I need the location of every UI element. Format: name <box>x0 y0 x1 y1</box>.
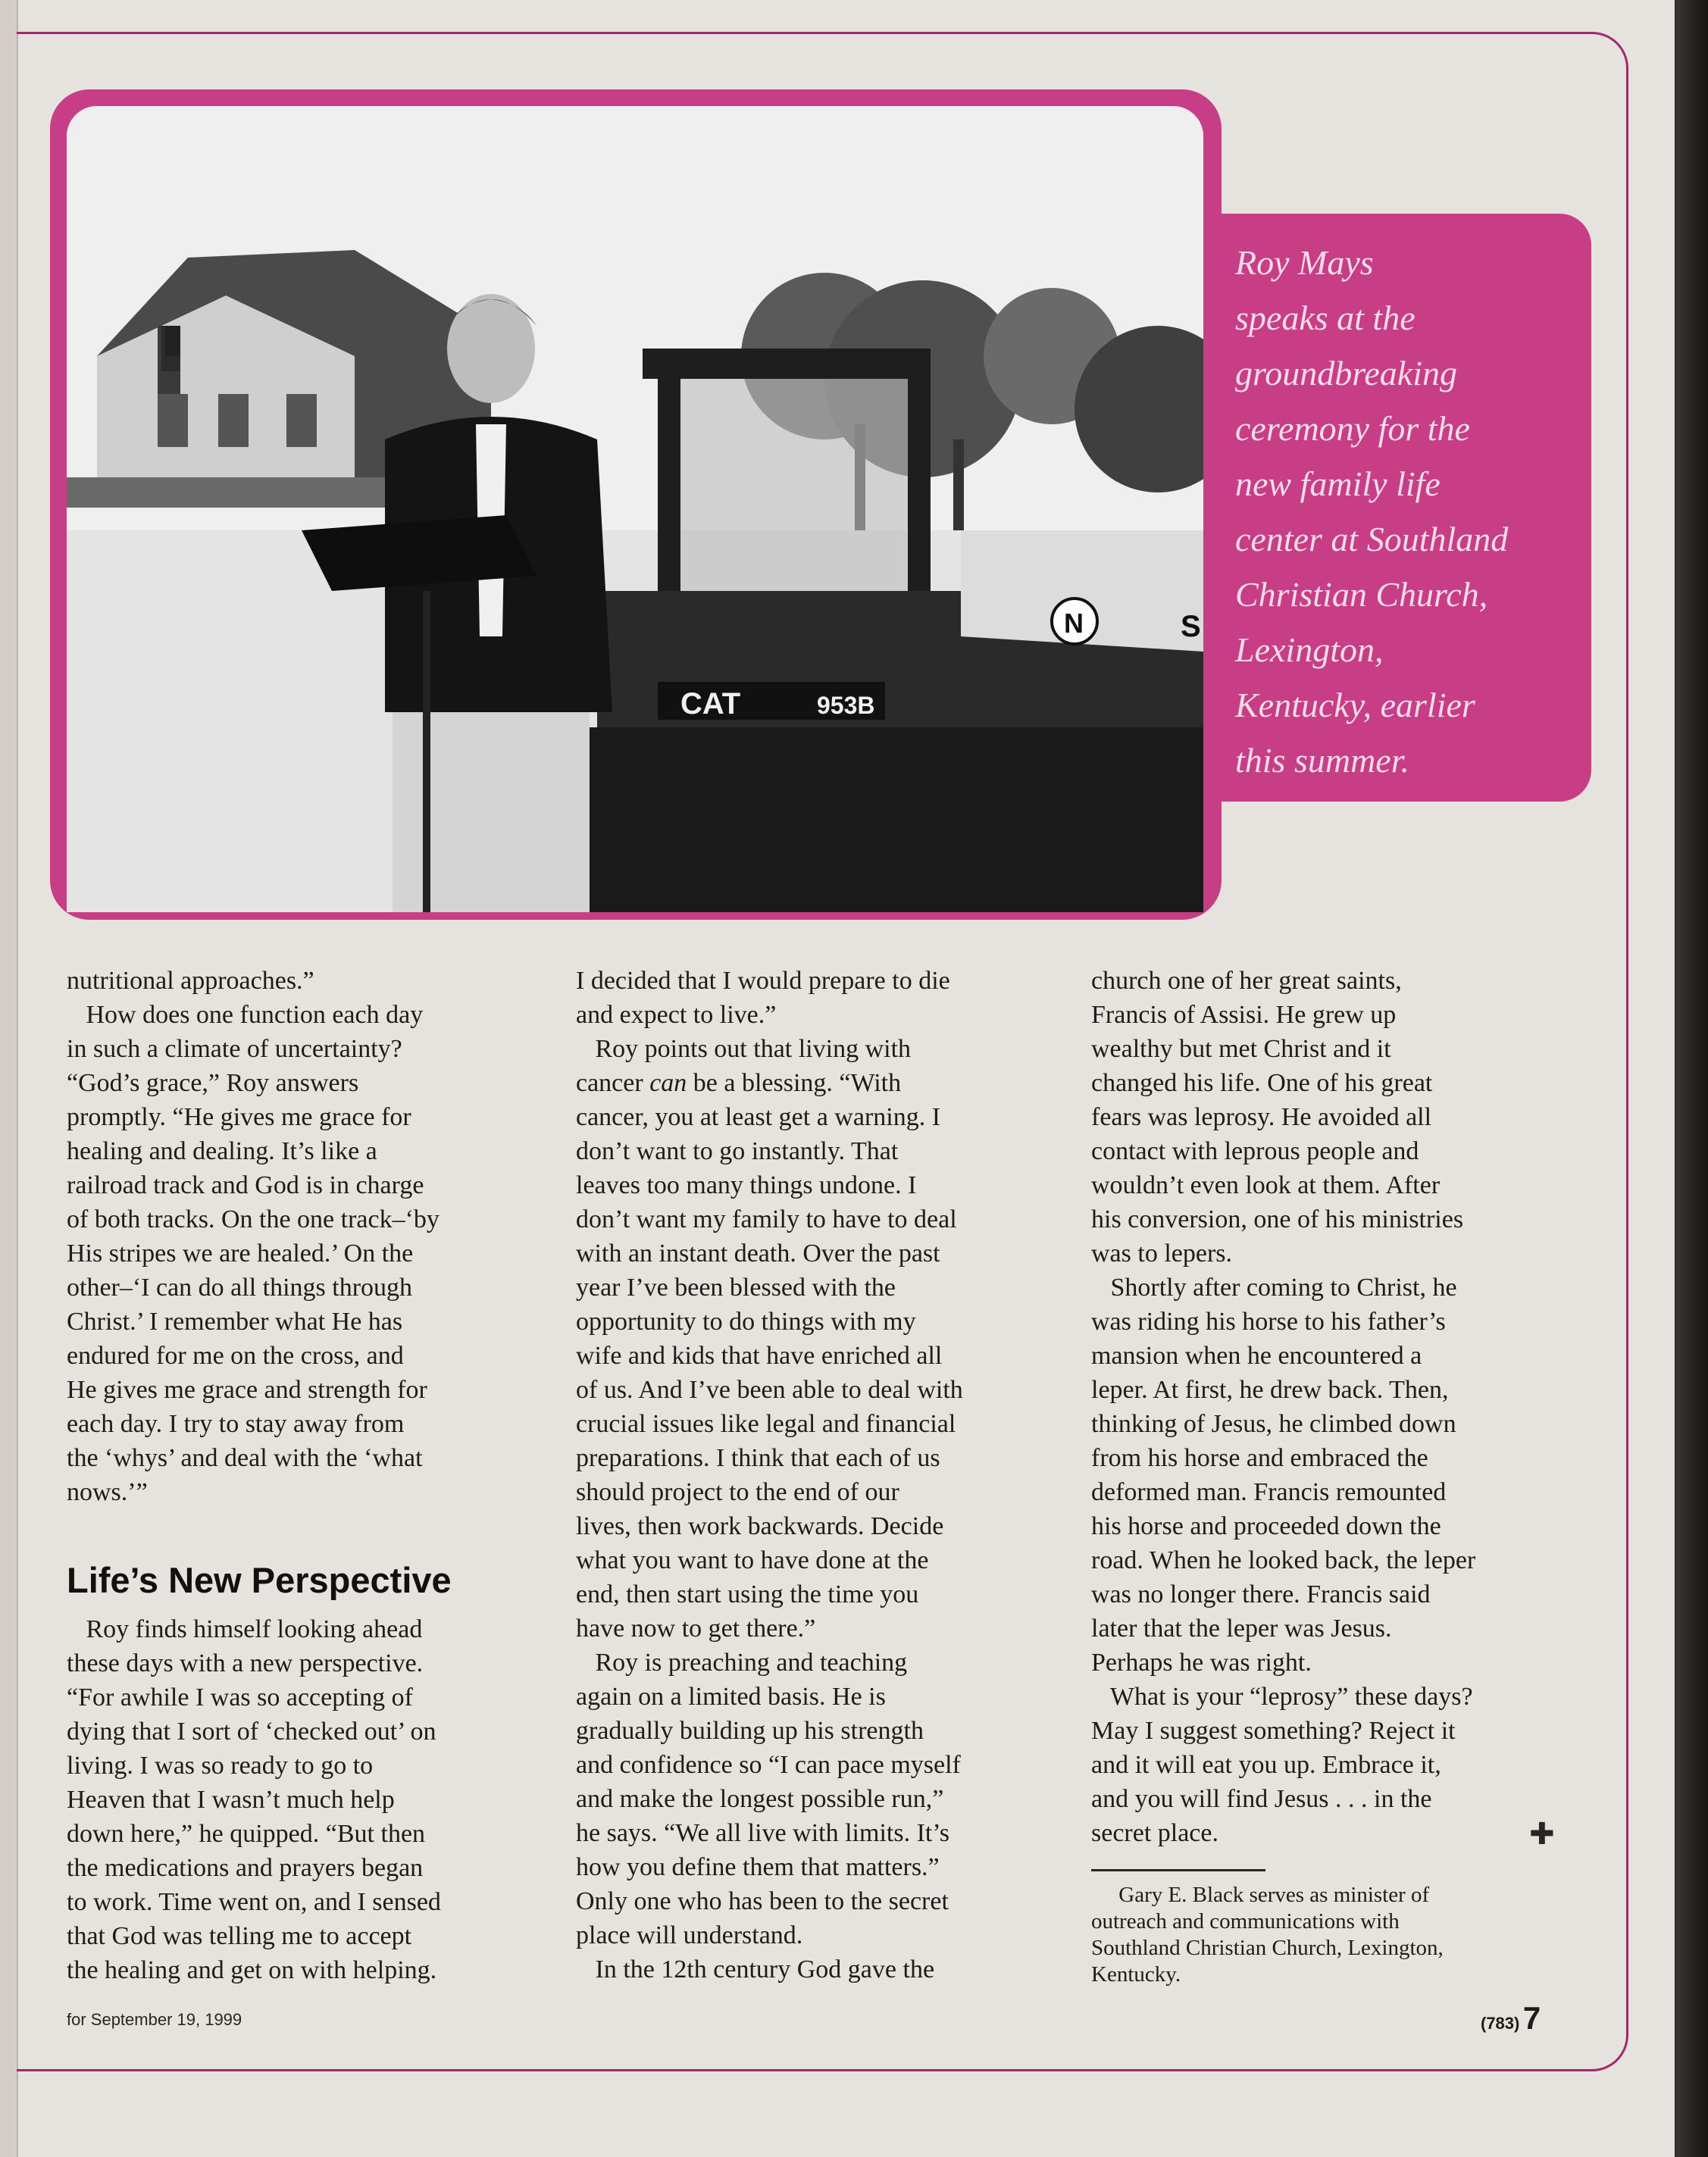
machine-brand: CAT <box>680 687 741 721</box>
caption-line: speaks at the <box>1235 299 1416 337</box>
machine-logo-letter: S <box>1181 610 1201 643</box>
author-bio: Gary E. Black serves as minister of outreach and communications with Southland Christian Church, Lexington, Kentucky. <box>1091 1883 1444 1987</box>
emphasis-can: can <box>649 1069 687 1097</box>
bio-divider <box>1091 1869 1265 1871</box>
facing-page-edge <box>0 0 18 2157</box>
caption-line: this summer. <box>1235 741 1410 780</box>
caption-line: Christian Church, <box>1235 575 1488 614</box>
groundbreaking-photo <box>67 106 1203 912</box>
section-heading: Life’s New Perspective <box>67 1560 452 1600</box>
column-3-text: church one of her great saints, Francis of Assisi. He grew up wealthy but met Christ and it changed his life. One of his great fears was leprosy. He avoided all contact with leprous people and wouldn’t even look at them. After his conversion, one of his ministries was to lepers. Shortly after coming to Christ, he was riding his horse to his father’s mansion when he encountered a leper. At first, he drew back. Then, thinking of Jesus, he climbed down from his horse and embraced the deformed man. Francis remounted his horse and proceeded down the road. When he looked back, the leper was no longer there. Francis said later that the leper was Jesus. Perhaps he was right. What is your “leprosy” these days? May I suggest something? Reject it and it will eat you up. Embrace it, and you will find Jesus . . . in the secret place. <box>1091 967 1476 1847</box>
binding-shadow <box>1676 0 1708 2157</box>
issue-date: for September 19, 1999 <box>67 2010 242 2029</box>
caption-line: center at Southland <box>1235 520 1509 558</box>
article-column-1-continued <box>67 1612 521 1987</box>
end-of-article-icon: ✚ <box>1529 1817 1555 1852</box>
caption-line: Roy Mays <box>1235 243 1374 282</box>
column-1b-text: Roy finds himself looking ahead these days with a new perspective. “For awhile I was so accepting of dying that I sort of ‘checked out’ on living. I was so ready to go to Heaven that I wasn’t much help down here,” he quipped. “But then the medications and prayers began to work. Time went on, and I sensed that God was telling me to accept the healing and get on with helping. <box>67 1615 441 1984</box>
caption-line: new family life <box>1235 464 1441 503</box>
column-2-text: I decided that I would prepare to die and expect to live.” Roy points out that living with cancer can be a blessing. “With cancer, you at least get a warning. I don’t want to go instantly. That leaves too many things undone. I don’t want my family to have to deal with an instant death. Over the past year I’ve been blessed with the opportunity to do things with my wife and kids that have enriched all of us. And I’ve been able to deal with crucial issues like legal and financial preparations. I think that each of us should project to the end of our lives, then work backwards. Decide what you want to have done at the end, then start using the time you have now to get there.” Roy is preaching and teaching again on a limited basis. He is gradually building up his strength and confidence so “I can pace myself and make the longest possible run,” he says. “We all live with limits. It’s how you define them that matters.” Only one who has been to the secret place will understand. In the 12th century God gave the <box>576 967 963 1984</box>
photo-illustration <box>67 106 1203 912</box>
page-number: 7 <box>1522 2000 1541 2036</box>
photo-caption <box>1235 235 1591 788</box>
caption-line: ceremony for the <box>1235 409 1470 448</box>
article-column-2 <box>576 964 1046 1987</box>
caption-line: groundbreaking <box>1235 354 1458 392</box>
page-code: (783) <box>1481 2014 1520 2033</box>
article-column-3 <box>1091 964 1576 1850</box>
machine-logo: N <box>1064 608 1084 639</box>
article-column-1 <box>67 964 521 1509</box>
caption-line: Kentucky, earlier <box>1235 686 1475 724</box>
page-number-block <box>1481 2000 1541 2037</box>
machine-model: 953B <box>817 692 875 719</box>
column-1-text: nutritional approaches.” How does one function each day in such a climate of uncertainty? “God’s grace,” Roy answers promptly. “He gives me grace for healing and dealing. It’s like a railroad track and God is in charge of both tracks. On the one track–‘by His stripes we are healed.’ On the other–‘I can do all things through Christ.’ I remember what He has endured for me on the cross, and He gives me grace and strength for each day. I try to stay away from the ‘whys’ and deal with the ‘what nows.’” <box>67 967 440 1506</box>
caption-line: Lexington, <box>1235 630 1384 669</box>
